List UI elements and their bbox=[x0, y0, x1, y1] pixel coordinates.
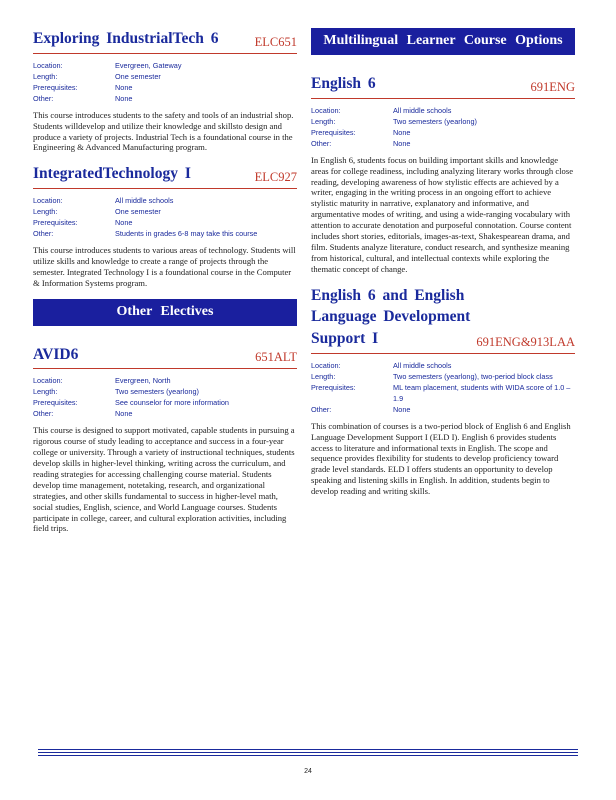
course-header bbox=[33, 28, 297, 54]
course-title: English 6 and English Language Development Support I bbox=[311, 286, 471, 348]
meta-location bbox=[33, 60, 297, 71]
meta-prerequisites bbox=[33, 397, 297, 408]
page-number: 24 bbox=[304, 768, 312, 775]
meta-label: Location: bbox=[311, 105, 341, 115]
meta-value: Students in grades 6-8 may take this course bbox=[115, 229, 258, 238]
meta-value: One semester bbox=[115, 207, 161, 216]
course-english-6 bbox=[311, 73, 575, 275]
meta-label: Location: bbox=[33, 196, 63, 205]
left-column bbox=[33, 28, 297, 544]
meta-label: Other: bbox=[311, 404, 332, 414]
footer-rule bbox=[38, 749, 578, 756]
course-title: IntegratedTechnology I bbox=[33, 165, 191, 183]
meta-label: Location: bbox=[311, 360, 341, 370]
meta-label: Other: bbox=[33, 409, 54, 419]
course-meta bbox=[311, 360, 575, 415]
meta-value: Two semesters (yearlong) bbox=[393, 116, 477, 126]
meta-value: None bbox=[115, 218, 133, 227]
meta-label: Prerequisites: bbox=[311, 382, 356, 392]
meta-label: Prerequisites: bbox=[311, 127, 356, 137]
meta-value: ML team placement, students with WIDA score of 1.0 – 1.9 bbox=[393, 382, 571, 403]
meta-label: Length: bbox=[33, 387, 58, 397]
course-integrated-technology bbox=[33, 163, 297, 288]
course-meta bbox=[311, 105, 575, 149]
meta-value: Two semesters (yearlong), two-period block class bbox=[393, 371, 553, 381]
meta-value: All middle schools bbox=[115, 196, 174, 205]
meta-value: None bbox=[393, 138, 411, 148]
meta-location bbox=[33, 195, 297, 206]
meta-prerequisites bbox=[33, 217, 297, 228]
meta-label: Prerequisites: bbox=[33, 218, 78, 227]
meta-other bbox=[33, 93, 297, 104]
meta-other bbox=[33, 408, 297, 419]
meta-label: Location: bbox=[33, 60, 63, 70]
section-band-multilingual: Multilingual Learner Course Options bbox=[311, 28, 575, 55]
meta-label: Length: bbox=[33, 207, 58, 216]
meta-label: Length: bbox=[311, 116, 336, 126]
course-header bbox=[311, 285, 575, 354]
meta-prerequisites bbox=[311, 127, 575, 138]
meta-label: Location: bbox=[33, 376, 63, 386]
course-code: ELC927 bbox=[254, 170, 297, 184]
meta-value: One semester bbox=[115, 71, 161, 81]
course-description: This combination of courses is a two-period block of English 6 and English Language Development Support I (ELD I). English 6 provides students access to literature and informational texts in English. The scope and sequence provides flexibility for students to develop proficiency toward grade level standards. ELD I offers students an opportunity to develop speaking and listening skills in English. In addition, students begin to develop reading and writing skills. bbox=[311, 420, 571, 497]
course-meta bbox=[33, 60, 297, 104]
meta-length bbox=[33, 71, 297, 82]
course-title: English 6 bbox=[311, 75, 376, 92]
course-header bbox=[33, 344, 297, 370]
meta-value: Evergreen, Gateway bbox=[115, 60, 182, 70]
course-header bbox=[33, 163, 297, 189]
meta-length bbox=[311, 116, 575, 127]
course-description: This course introduces students to various areas of technology. Students will utilize skills and knowledge to create a range of projects through the semester. Integrated Technology I is a foundational course in the Computer & Information Systems program. bbox=[33, 245, 296, 288]
course-english-6-eld bbox=[311, 285, 575, 497]
course-code: ELC651 bbox=[254, 34, 297, 49]
course-meta bbox=[33, 375, 297, 419]
meta-value: All middle schools bbox=[393, 105, 452, 115]
meta-other bbox=[311, 138, 575, 149]
right-column bbox=[311, 28, 575, 507]
section-band-other-electives: Other Electives bbox=[33, 299, 297, 326]
meta-value: None bbox=[393, 127, 411, 137]
meta-label: Prerequisites: bbox=[33, 82, 78, 92]
meta-value: None bbox=[115, 82, 133, 92]
meta-value: Evergreen, North bbox=[115, 376, 171, 386]
meta-label: Other: bbox=[33, 229, 54, 238]
meta-label: Other: bbox=[33, 93, 54, 103]
course-code: 651ALT bbox=[255, 350, 297, 365]
course-description: This course introduces students to the safety and tools of an industrial shop. Students willdevelop and utilize their knowledge and skillsto design and produce a variety of projects. Industrial Tech is a foundational course in the Engineering & Advanced Manufacturing program. bbox=[33, 109, 294, 153]
meta-value: None bbox=[393, 404, 411, 414]
meta-value: Two semesters (yearlong) bbox=[115, 387, 199, 397]
meta-value: None bbox=[115, 409, 133, 419]
course-meta bbox=[33, 195, 297, 239]
course-header bbox=[311, 73, 575, 99]
course-title: AVID6 bbox=[33, 345, 79, 363]
meta-label: Length: bbox=[311, 371, 336, 381]
course-title: Exploring IndustrialTech 6 bbox=[33, 30, 219, 47]
meta-length bbox=[33, 386, 297, 397]
meta-length bbox=[33, 206, 297, 217]
meta-value: See counselor for more information bbox=[115, 398, 229, 408]
meta-length bbox=[311, 371, 575, 382]
meta-location bbox=[311, 360, 575, 371]
meta-other bbox=[311, 404, 575, 415]
meta-label: Length: bbox=[33, 71, 58, 81]
meta-value: All middle schools bbox=[393, 360, 452, 370]
meta-prerequisites bbox=[33, 82, 297, 93]
meta-prerequisites bbox=[311, 382, 575, 404]
meta-location bbox=[33, 375, 297, 386]
meta-location bbox=[311, 105, 575, 116]
meta-label: Other: bbox=[311, 138, 332, 148]
course-exploring-industrial-tech bbox=[33, 28, 297, 153]
course-description: This course is designed to support motivated, capable students in pursuing a rigorous course of study leading to acceptance and success in a four-year college or university. Through a variety of instructional techniques, students develop skills in higher-level thinking, writing across the curriculum, and reading strategies for accessing challenging course material. Students develop time management, notetaking, research, and organizational strategies, and other skills fundamental to success in higher-level math, social studies, English, science, and World Language courses. Students participate in college, career, and cultural exploration activities, including field trips. bbox=[33, 425, 295, 534]
meta-other bbox=[33, 228, 297, 239]
meta-value: None bbox=[115, 93, 133, 103]
course-code: 691ENG bbox=[530, 79, 575, 94]
course-description: In English 6, students focus on building important skills and knowledge areas for college readiness, including analyzing literary works through close reading, developing awareness of how stylistic effects are achieved by a writer, engaging in the writing process in an ongoing effort to achieve stylistic maturity in narrative, explanatory and informative, and argumentative modes of writing, and using a wide-ranging vocabulary with attention to accurate denotation and purposeful connotation. Course content includes short stories, editorials, images-as-text, Shakespearean drama, and film. Students analyze literature, conduct research, and synthesize meaning from historical, cultural, and intellectual contexts while exploring the thematic concept of change. bbox=[311, 154, 574, 274]
course-avid6 bbox=[33, 344, 297, 535]
course-code: 691ENG&913LAA bbox=[476, 334, 575, 349]
meta-label: Prerequisites: bbox=[33, 398, 78, 408]
